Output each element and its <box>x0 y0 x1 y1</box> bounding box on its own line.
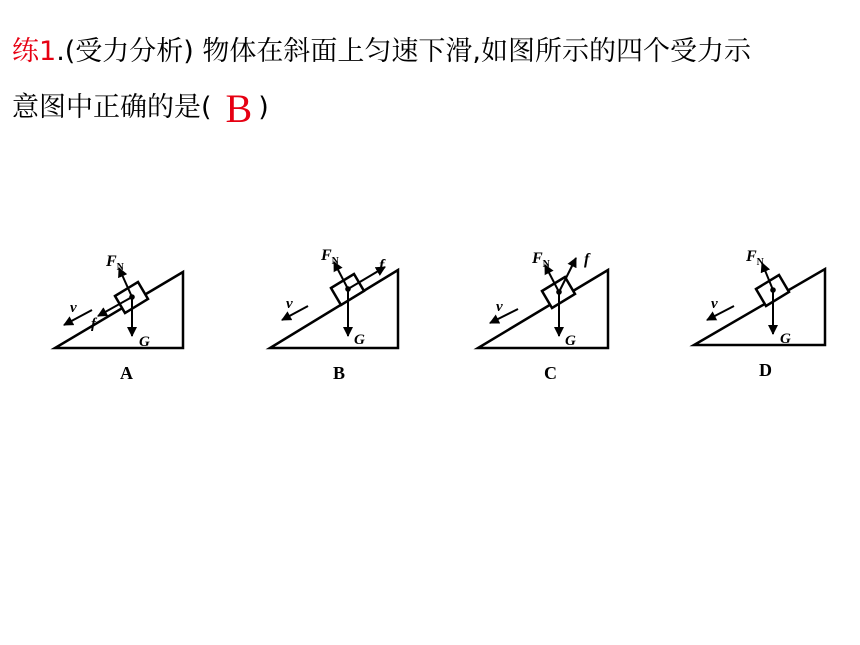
v-label: v <box>711 296 718 312</box>
fn-label: $F_N$ <box>532 250 550 270</box>
question-stem-end: 意图中正确的是( <box>12 92 212 123</box>
f-label: f <box>584 251 590 268</box>
velocity-arrow <box>64 310 92 325</box>
answer-choice: B <box>225 86 253 131</box>
g-label: G <box>139 334 150 350</box>
figure-c <box>478 250 608 383</box>
figure-d <box>694 248 825 380</box>
figure-label-b: B <box>333 363 346 383</box>
figure-label-a: A <box>120 363 133 383</box>
fn-label: $F_N$ <box>321 247 339 267</box>
figure-label-c: C <box>544 363 557 383</box>
v-label: v <box>286 296 293 312</box>
f-label: f <box>379 257 385 274</box>
figure-a <box>55 253 183 383</box>
close-paren: ) <box>258 92 269 123</box>
velocity-arrow <box>490 309 518 323</box>
g-label: G <box>354 332 365 348</box>
figure-b <box>270 247 398 383</box>
figure-label-d: D <box>759 360 772 380</box>
fn-label: $F_N$ <box>106 253 124 273</box>
f-label: f <box>91 316 96 332</box>
g-label: G <box>565 333 576 349</box>
v-label: v <box>496 299 503 315</box>
g-label: G <box>780 331 791 347</box>
v-label: v <box>70 300 77 316</box>
question-stem: .(受力分析) 物体在斜面上匀速下滑,如图所示的四个受力示 <box>56 36 752 67</box>
exercise-number: 练1 <box>12 36 57 67</box>
fn-label: $F_N$ <box>746 248 764 268</box>
